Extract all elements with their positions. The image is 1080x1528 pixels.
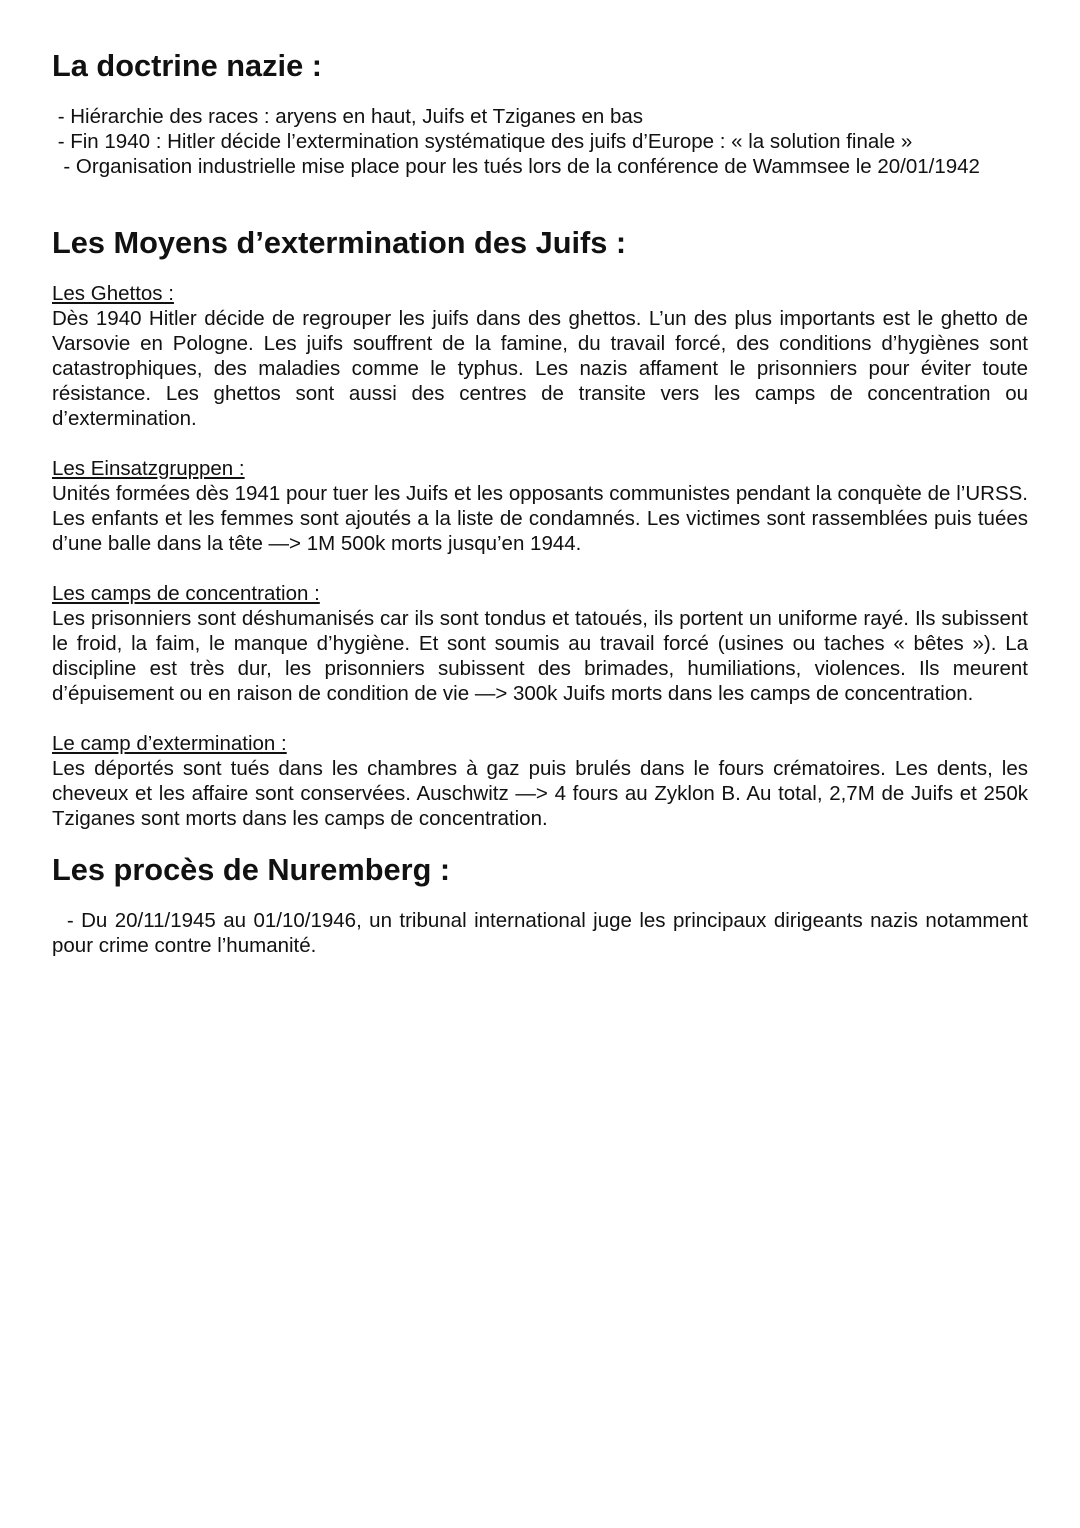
doctrine-bullet-list (52, 104, 1028, 179)
subheading-camps-concentration: Les camps de concentration : (52, 582, 320, 605)
section-ghettos (52, 281, 1028, 431)
doctrine-bullet-solution-finale: - Fin 1940 : Hitler décide l’extermination systématique des juifs d’Europe : « la solution finale » (52, 130, 913, 153)
section-einsatzgruppen (52, 456, 1028, 556)
subheading-ghettos: Les Ghettos : (52, 282, 174, 305)
section-camps-concentration (52, 581, 1028, 706)
paragraph-ghettos: Dès 1940 Hitler décide de regrouper les juifs dans des ghettos. L’un des plus importants est le ghetto de Varsovie en Pologne. Les juifs souffrent de la famine, du travail forcé, des conditions d’hygiènes sont catastrophiques, des maladies comme le typhus. Les nazis affament le prisonniers pour éviter toute résistance. Les ghettos sont aussi des centres de transite vers les camps de concentration ou d’extermination. (52, 307, 1028, 430)
doctrine-bullet-races: - Hiérarchie des races : aryens en haut, Juifs et Tziganes en bas (52, 105, 644, 128)
heading-moyens: Les Moyens d’extermination des Juifs : (52, 225, 627, 260)
nuremberg-bullet-list (52, 908, 1034, 958)
nuremberg-bullet: - Du 20/11/1945 au 01/10/1946, un tribunal international juge les principaux dirigeants nazis notamment pour crime contre l’humanité. (52, 909, 1034, 957)
heading-doctrine: La doctrine nazie : (52, 48, 322, 83)
document-page (52, 48, 1034, 958)
paragraph-camp-extermination: Les déportés sont tués dans les chambres à gaz puis brulés dans le fours crématoires. Les dents, les cheveux et les affaire sont conservées. Auschwitz —> 4 fours au Zyklon B. Au total, 2,7M de Juifs et 250k Tziganes sont morts dans les camps de concentration. (52, 757, 1028, 830)
subheading-camp-extermination: Le camp d’extermination : (52, 732, 287, 755)
paragraph-einsatzgruppen: Unités formées dès 1941 pour tuer les Juifs et les opposants communistes pendant la conquète de l’URSS. Les enfants et les femmes sont ajoutés a la liste de condamnés. Les victimes sont rassemblées puis tuées d’une balle dans la tête —> 1M 500k morts jusqu’en 1944. (52, 482, 1028, 555)
paragraph-camps-concentration: Les prisonniers sont déshumanisés car ils sont tondus et tatoués, ils portent un uniforme rayé. Ils subissent le froid, la faim, le manque d’hygiène. Et sont soumis au travail forcé (usines ou taches « bêtes »). La discipline est très dur, les prisonniers subissent des brimades, humiliations, violences. Ils meurent d’épuisement ou en raison de condition de vie —> 300k Juifs morts dans les camps de concentration. (52, 607, 1028, 705)
section-camp-extermination (52, 731, 1028, 831)
subheading-einsatzgruppen: Les Einsatzgruppen : (52, 457, 245, 480)
heading-nuremberg: Les procès de Nuremberg : (52, 852, 451, 887)
doctrine-bullet-organisation: - Organisation industrielle mise place pour les tués lors de la conférence de Wammsee le 20/01/1942 (52, 155, 980, 178)
